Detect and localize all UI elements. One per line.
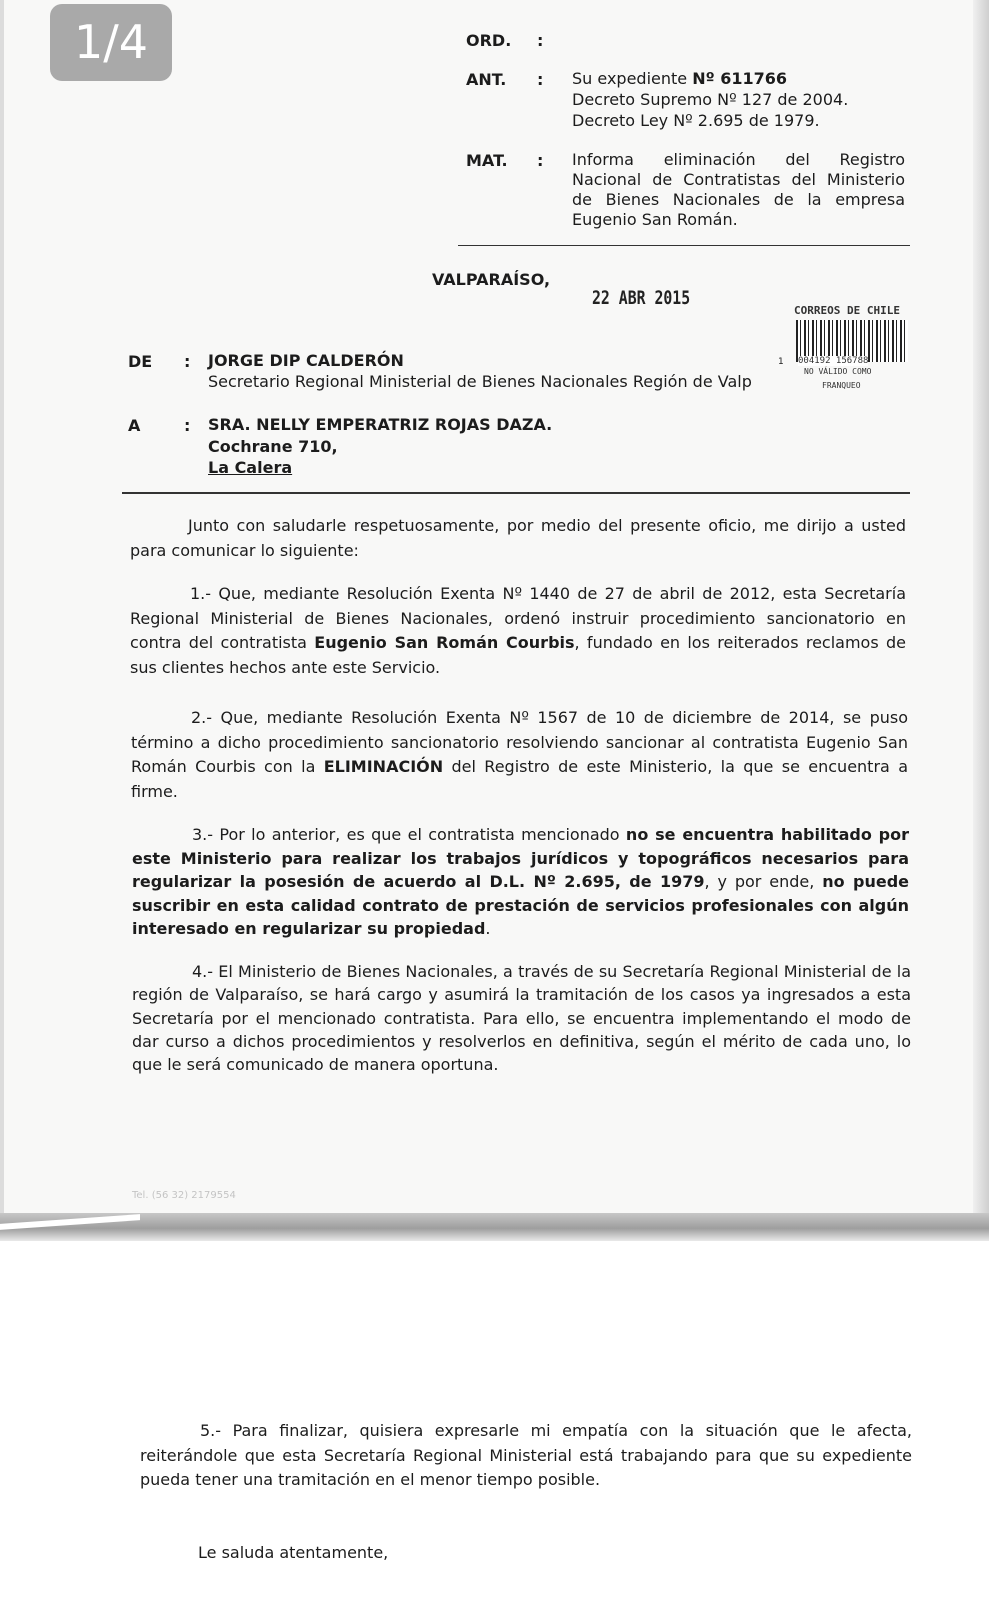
mat-line-3: de Bienes Nacionales de la empresa bbox=[572, 190, 905, 209]
postal-stamp-code: 004192 156788 bbox=[798, 356, 869, 366]
mat-label: MAT. bbox=[466, 151, 508, 170]
p2-eliminacion: ELIMINACIÓN bbox=[323, 757, 444, 776]
mat-line-4: Eugenio San Román. bbox=[572, 210, 738, 229]
intro-text: Junto con saludarle respetuosamente, por medio del presente oficio, me dirijo a usted para comunicar lo siguiente: bbox=[130, 516, 906, 560]
paragraph-5 bbox=[140, 1419, 912, 1493]
p1-text-a: 1.- Que, mediante Resolución Exenta Nº 1440 de 27 de abril de 2012, esta Secretaría Regional Ministerial de Bienes Nacionales, ordenó instruir procedimiento sancionatorio en contra del contratista bbox=[130, 584, 906, 652]
to-city-text: La Calera bbox=[208, 458, 293, 477]
header-divider bbox=[458, 245, 910, 246]
postal-stamp-title: CORREOS DE CHILE bbox=[794, 304, 900, 317]
document-page-2 bbox=[0, 1241, 989, 1600]
paragraph-1 bbox=[130, 582, 906, 680]
ant-line-1 bbox=[572, 68, 787, 89]
from-name: JORGE DIP CALDERÓN bbox=[208, 351, 404, 370]
paragraph-2 bbox=[131, 706, 908, 804]
from-title: Secretario Regional Ministerial de Bienes Nacionales Región de Valp bbox=[208, 372, 752, 391]
ant-label: ANT. bbox=[466, 70, 507, 89]
from-colon: : bbox=[184, 352, 191, 371]
p3-text-c: , y por ende, bbox=[704, 872, 823, 891]
postal-mark: 1 bbox=[778, 357, 784, 367]
page-indicator-badge: 1/4 bbox=[50, 4, 172, 81]
to-address: Cochrane 710, bbox=[208, 437, 338, 456]
from-label: DE bbox=[128, 352, 153, 371]
paragraph-3 bbox=[132, 823, 909, 941]
p4-text: 4.- El Ministerio de Bienes Nacionales, a través de su Secretaría Regional Ministerial de la región de Valparaíso, se hará cargo y asumirá la tramitación de los casos ya ingresados a esta Secretaría por el mencionado contratista. Para ello, se encuentra implementando el modo de dar curso a dichos procedimientos y resolverlos en definitiva, según el mérito de cada uno, lo que le será comunicado de manera oportuna. bbox=[132, 962, 911, 1075]
p3-text-a: 3.- Por lo anterior, es que el contratista mencionado bbox=[192, 825, 626, 844]
p2-text-c: del Registro de este Ministerio, la que se encuentra a firme. bbox=[131, 757, 908, 801]
ant-line-2: Decreto Supremo Nº 127 de 2004. bbox=[572, 90, 849, 109]
page-separator bbox=[0, 1213, 989, 1241]
ant-line-3: Decreto Ley Nº 2.695 de 1979. bbox=[572, 111, 820, 130]
paragraph-4 bbox=[132, 960, 911, 1076]
p3-bold-d: no puede suscribir en esta calidad contrato de prestación de servicios profesionales con algún interesado en regularizar su propiedad bbox=[132, 872, 909, 938]
to-city bbox=[208, 457, 292, 478]
page-edge-left bbox=[0, 0, 4, 1233]
ord-label: ORD. bbox=[466, 31, 512, 50]
to-label: A bbox=[128, 416, 141, 435]
postal-stamp bbox=[794, 304, 914, 399]
p5-text: 5.- Para finalizar, quisiera expresarle mi empatía con la situación que le afecta, reiterándole que esta Secretaría Regional Ministerial está trabajando para que su expediente pueda tener una tramitación en el menor tiempo posible. bbox=[140, 1421, 912, 1489]
address-divider bbox=[122, 492, 910, 494]
p3-bold-b: no se encuentra habilitado por este Ministerio para realizar los trabajos jurídicos y topográficos necesarios para regularizar la posesión de acuerdo al D.L. Nº 2.695, de 1979 bbox=[132, 825, 909, 891]
page-edge-right bbox=[973, 0, 989, 1233]
ant-expediente: Su expediente bbox=[572, 69, 688, 88]
closing-text: Le saluda atentamente, bbox=[198, 1543, 389, 1562]
p2-text-a: 2.- Que, mediante Resolución Exenta Nº 1567 de 10 de diciembre de 2014, se puso término a dicho procedimiento sancionatorio resolviendo sancionar al contratista Eugenio San Román Courbis con la bbox=[131, 708, 908, 776]
date-stamp: 22 ABR 2015 bbox=[592, 287, 691, 309]
postal-stamp-note-2: FRANQUEO bbox=[822, 381, 861, 390]
p1-contractor-name: Eugenio San Román Courbis bbox=[314, 633, 575, 652]
mat-colon: : bbox=[537, 151, 544, 170]
p1-text-c: , fundado en los reiterados reclamos de sus clientes hechos ante este Servicio. bbox=[130, 633, 906, 677]
to-colon: : bbox=[184, 416, 191, 435]
place-label: VALPARAÍSO, bbox=[432, 270, 551, 289]
ord-colon: : bbox=[537, 31, 544, 50]
paragraph-intro bbox=[130, 514, 906, 563]
postal-stamp-note-1: NO VÁLIDO COMO bbox=[804, 367, 872, 376]
p3-text-e: . bbox=[485, 919, 491, 938]
footer-phone: Tel. (56 32) 2179554 bbox=[132, 1190, 236, 1201]
mat-line-2: Nacional de Contratistas del Ministerio bbox=[572, 170, 905, 189]
mat-line-1: Informa eliminación del Registro bbox=[572, 150, 905, 169]
to-name: SRA. NELLY EMPERATRIZ ROJAS DAZA. bbox=[208, 415, 553, 434]
ant-expediente-number: Nº 611766 bbox=[692, 69, 787, 88]
ant-colon: : bbox=[537, 70, 544, 89]
